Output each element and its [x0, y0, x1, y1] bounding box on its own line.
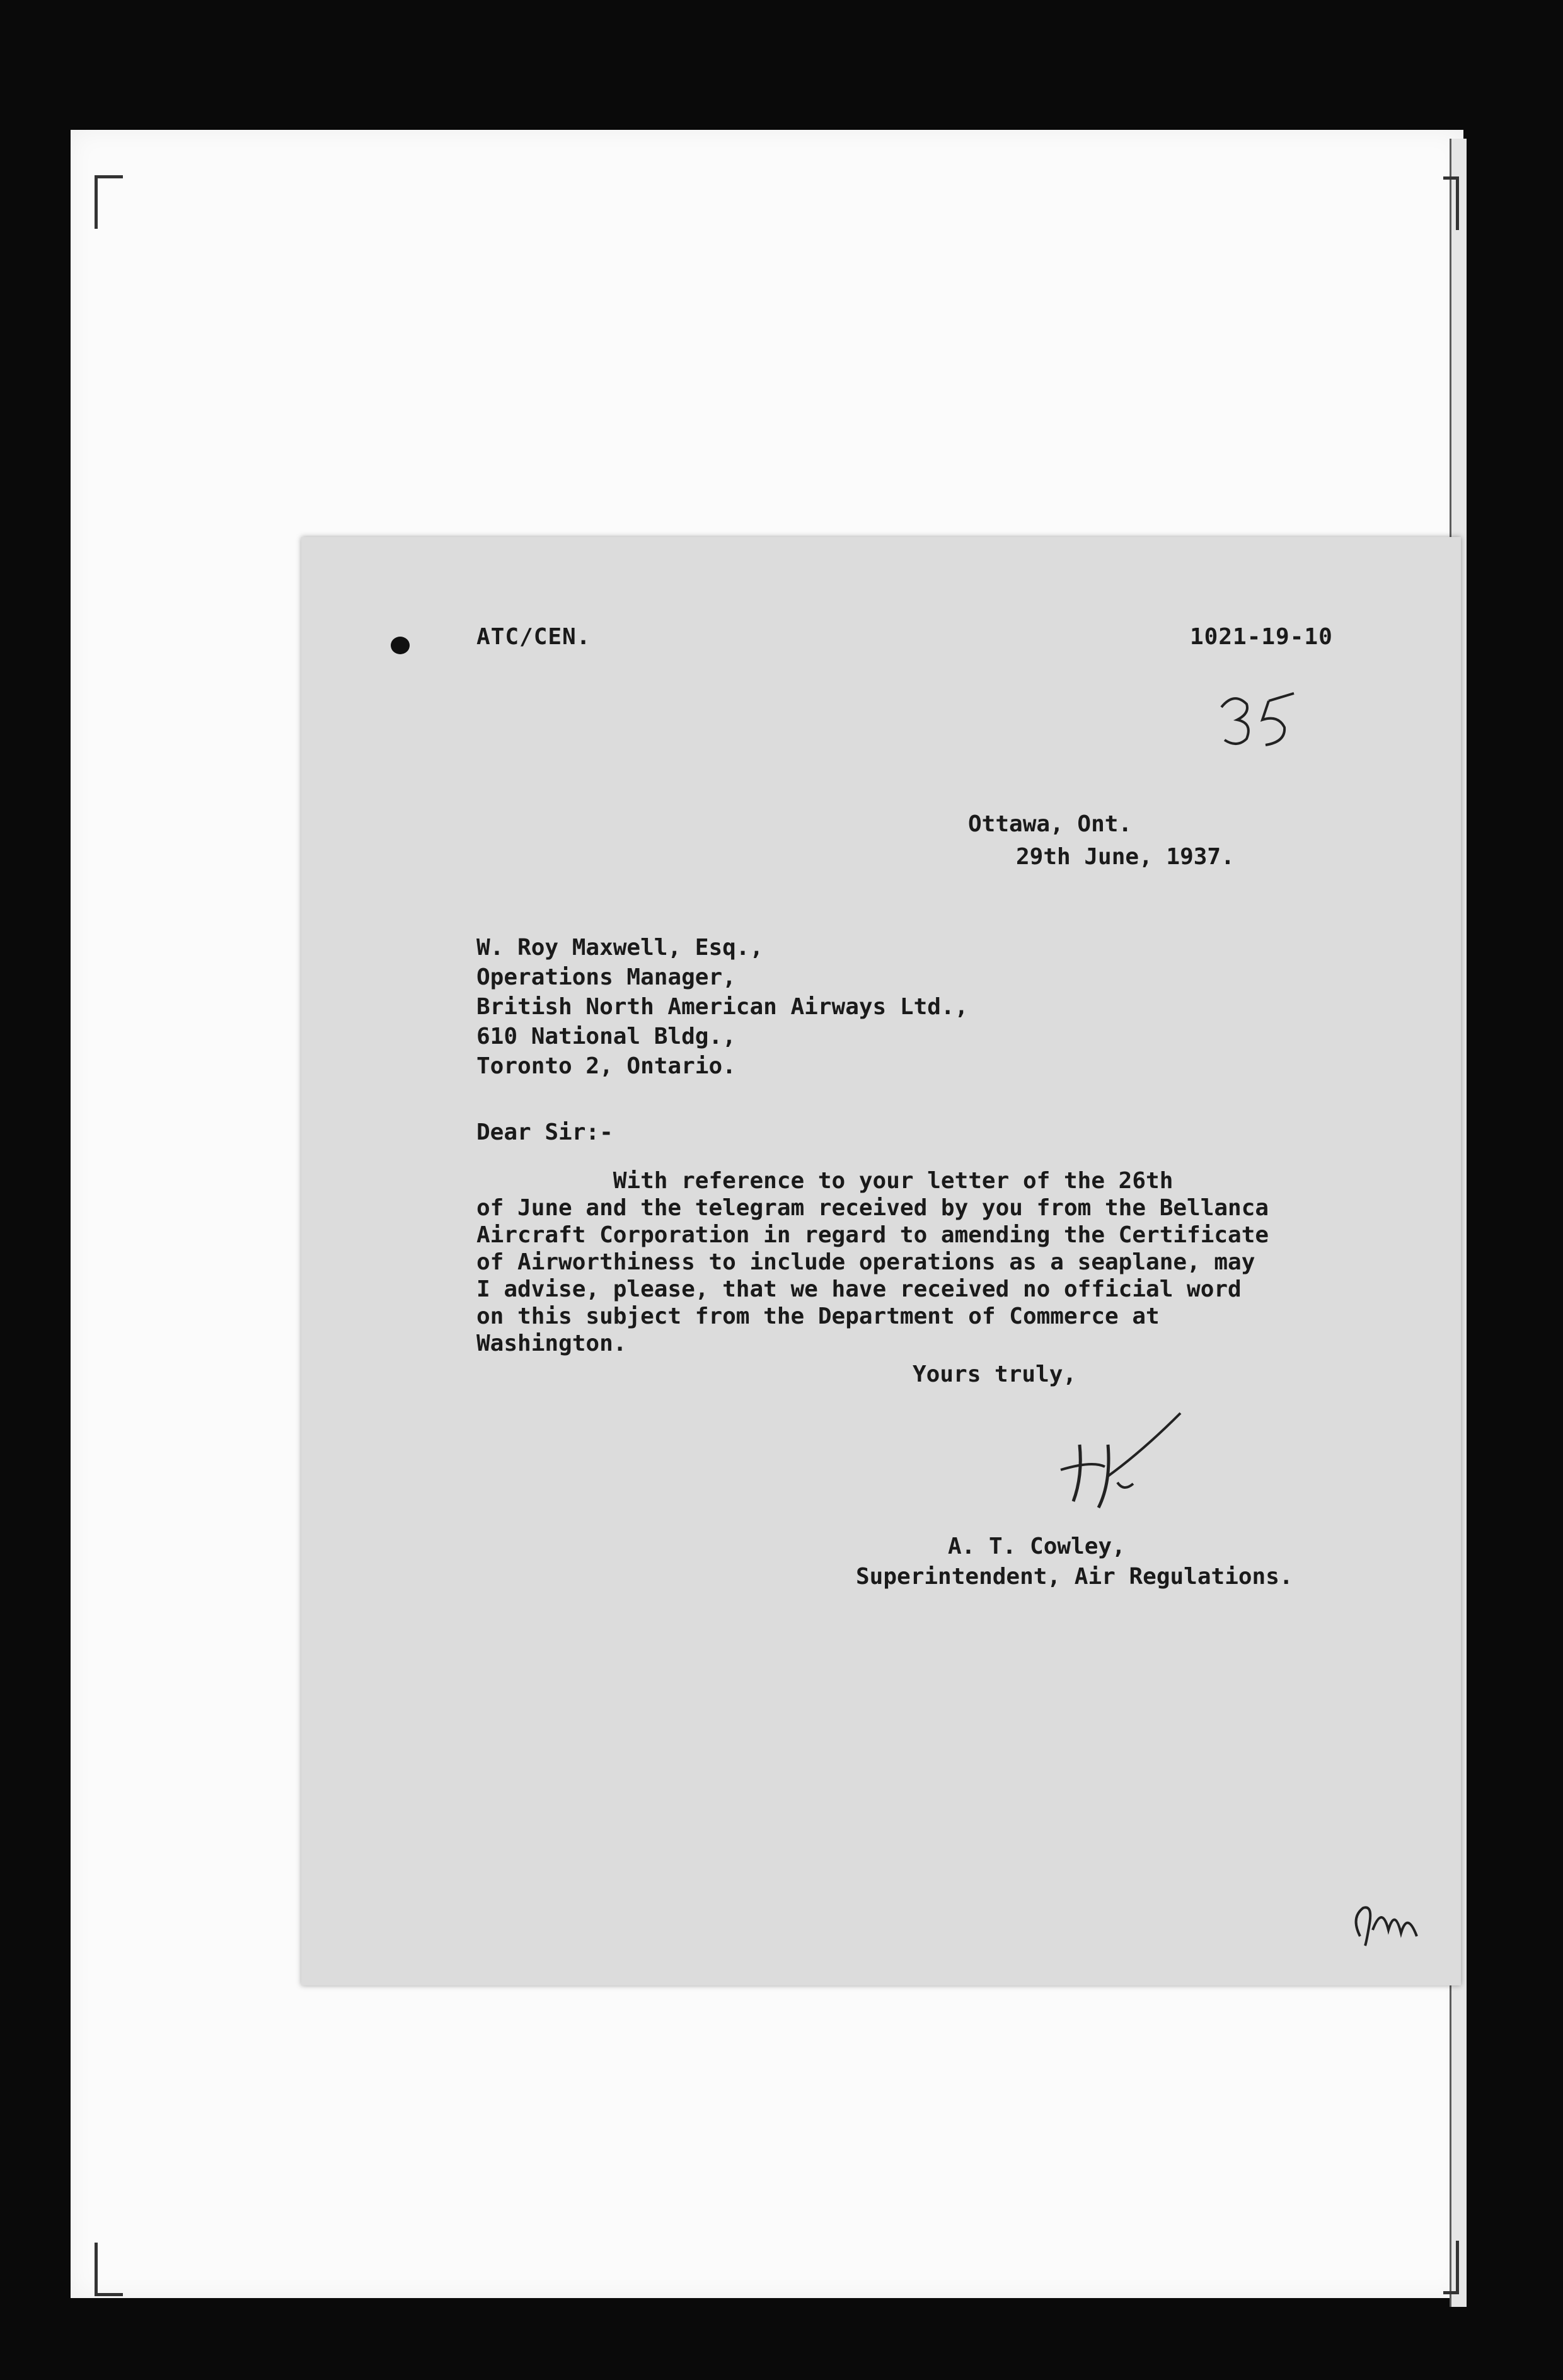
signer-name: A. T. Cowley,: [948, 1534, 1126, 1559]
body-line: Aircraft Corporation in regard to amending the Certificate: [476, 1222, 1269, 1248]
body-line: on this subject from the Department of Commerce at: [476, 1303, 1160, 1329]
file-reference-right: 1021-19-10: [1190, 624, 1333, 650]
ink-speck: [391, 637, 410, 654]
file-reference-left: ATC/CEN.: [476, 624, 591, 650]
body-line: of June and the telegram received by you from the Bellanca: [476, 1195, 1269, 1221]
typed-letter: [301, 537, 1461, 1985]
recipient-address: [476, 933, 968, 1081]
place-and-date: [968, 808, 1235, 874]
crop-mark-top-left: [95, 175, 123, 229]
handwritten-folio-number: [1215, 682, 1303, 751]
handwritten-initials: [1347, 1892, 1423, 1949]
address-line: 610 National Bldg.,: [476, 1024, 736, 1049]
body-line: I advise, please, that we have received no official word: [476, 1276, 1242, 1302]
salutation: Dear Sir:-: [476, 1119, 613, 1145]
signature-block: [856, 1532, 1293, 1592]
crop-mark-bottom-left: [95, 2243, 123, 2296]
address-line: British North American Airways Ltd.,: [476, 994, 969, 1020]
body-line: of Airworthiness to include operations as a seaplane, may: [476, 1249, 1255, 1275]
address-line: Operations Manager,: [476, 964, 736, 990]
crop-mark-bottom-right: [1443, 2241, 1459, 2294]
crop-mark-top-right: [1443, 176, 1459, 230]
place: Ottawa, Ont.: [968, 811, 1133, 837]
signer-title: Superintendent, Air Regulations.: [856, 1564, 1293, 1590]
handwritten-signature: [1054, 1407, 1193, 1514]
address-line: W. Roy Maxwell, Esq.,: [476, 935, 764, 961]
letter-body: [476, 1167, 1334, 1357]
body-line: Washington.: [476, 1331, 627, 1356]
complimentary-close: Yours truly,: [913, 1361, 1077, 1387]
body-line: With reference to your letter of the 26th: [476, 1168, 1174, 1194]
letter-date: 29th June, 1937.: [1016, 844, 1235, 870]
address-line: Toronto 2, Ontario.: [476, 1053, 736, 1079]
